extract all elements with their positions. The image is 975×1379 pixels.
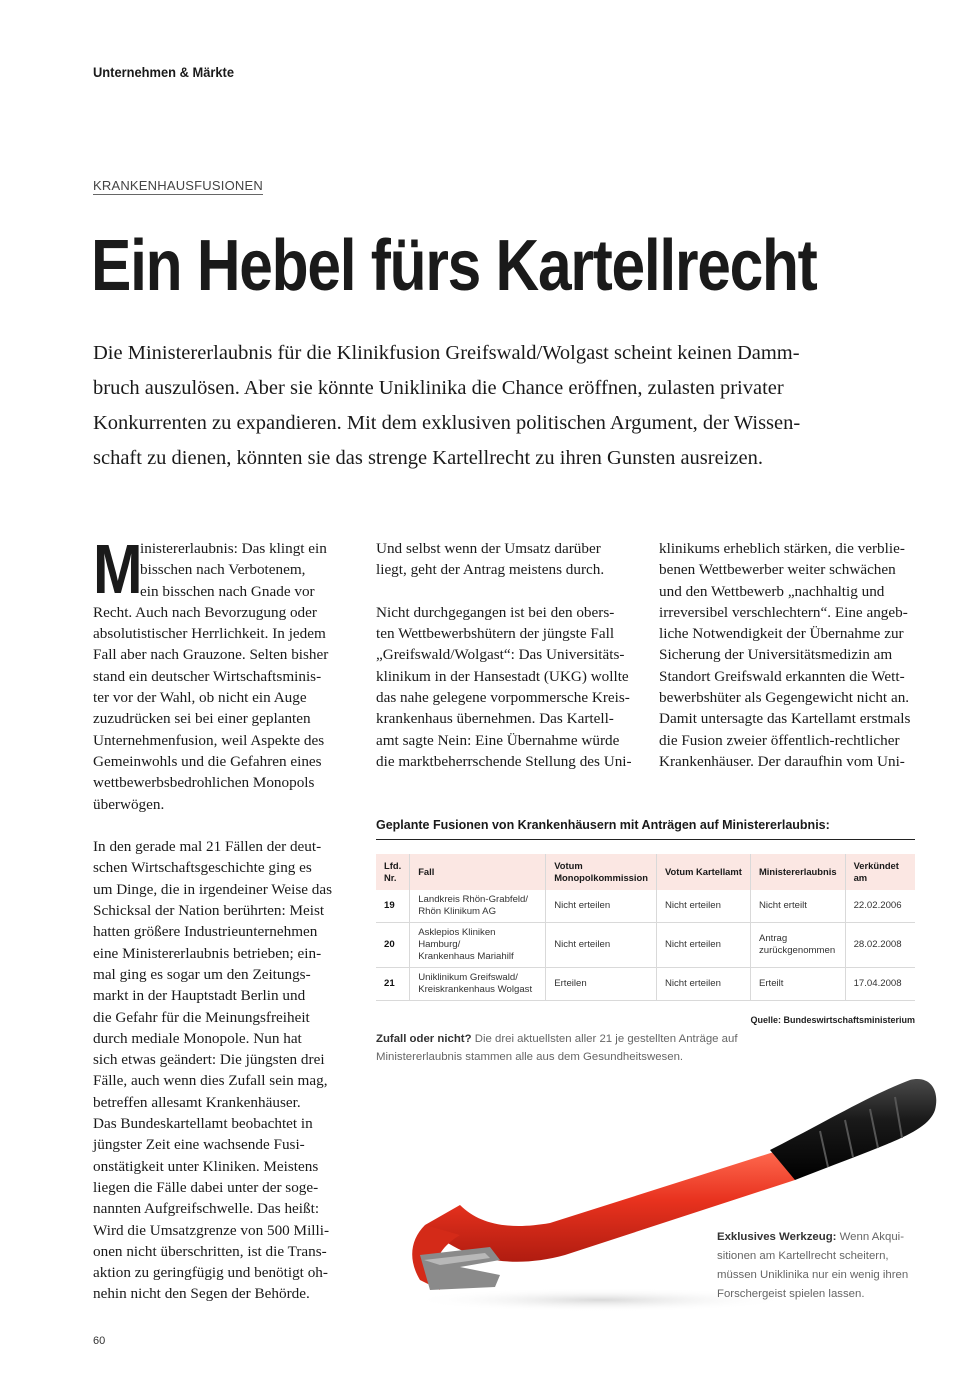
col-header-votum-monopolkommission: Votum Monopolkommission [546,854,657,890]
body-line: onstätigkeit unter Kliniken. Meistens [93,1157,319,1175]
col-header-nr: Lfd. Nr. [384,860,402,883]
caption-bold: Zufall oder nicht? [376,1033,472,1045]
body-line: die Fusion zweier öffentlich-rechtlicher [659,731,900,749]
lead-line: schaft zu dienen, könnten sie das strenge Kartellrecht zu ihren Gunsten ausreizen. [93,447,763,469]
table-row [376,923,915,968]
body-line: liche Notwendigkeit der Übernahme zur [659,625,904,643]
body-column-3 [659,538,919,772]
body-line: klinikums erheblich stärken, die verblie- [659,540,905,557]
body-line: ein bisschen nach Gnade vor [140,582,315,600]
body-line: bewerbshüter als Gegengewicht nicht an. [659,689,910,707]
body-line: nannten Aufgreifschwelle. Das heißt: [93,1200,320,1218]
body-line: Recht. Auch nach Bevorzugung oder [93,603,317,621]
cell-fall: Landkreis Rhön-Grabfeld/ Rhön Klinikum AG [410,890,546,923]
body-line: inistererlaubnis: Das klingt ein [140,540,327,557]
body-line: klinikum in der Hansestadt (UKG) wollte [376,667,629,685]
body-line: und den Wettbewerb „nachhaltig und [659,582,885,600]
lead-line: bruch auszulösen. Aber sie könnte Uniklinika die Chance eröffnen, zulasten privater [93,377,784,399]
caption-text: Die drei aktuellsten aller 21 je gestellten Anträge auf [471,1033,738,1045]
body-line: ten Wettbewerbshütern der jüngste Fall [376,625,615,643]
body-line: liegen die Fälle dabei unter der soge- [93,1178,319,1196]
body-line: wettbewerbsbedrohlichen Monopols [93,774,315,792]
cell-votum-mk: Nicht erteilen [546,923,657,968]
table-row [376,890,915,923]
body-line: jüngster Zeit eine wachsende Fusi- [93,1136,305,1154]
body-line: onen nicht überschritten, ist die Trans- [93,1242,327,1260]
body-column-1 [93,530,351,1305]
body-line: um Dinge, die in irgendeiner Weise das [93,880,333,898]
body-line: bisschen nach Verbotenem, [140,561,306,579]
cell-datum: 17.04.2008 [845,968,915,1001]
table-row [376,968,915,1001]
caption-text: Wenn Akqui- [836,1231,904,1243]
cell-nr: 21 [376,968,410,1001]
cell-fall: Uniklinikum Greifswald/ Kreiskrankenhaus Wolgast [410,968,546,1001]
lead-line: Die Ministererlaubnis für die Klinikfusion Greifswald/Wolgast scheint keinen Damm- [93,342,800,364]
body-line: durch mediale Monopole. Nun hat [93,1029,302,1047]
body-column-2 [376,538,634,772]
body-line: eine Ministererlaubnis betrieben; ein- [93,944,322,962]
body-line: Und selbst wenn der Umsatz darüber [376,540,601,557]
body-line: benen Wettbewerber weiter schwächen [659,561,896,579]
body-line: ter vor der Wahl, ob nicht ein Auge [93,689,307,707]
body-line: hatten größere Industrieunternehmen [93,923,318,941]
cell-erlaubnis: Antrag zurückgenommen [750,923,845,968]
cell-votum-mk: Erteilen [546,968,657,1001]
body-line: schen Wirtschaftsgeschichte ging es [93,859,312,877]
body-line: sich etwas geändert: Die jüngsten drei [93,1051,325,1069]
body-line: überwögen. [93,795,165,813]
body-line: das nahe gelegene vorpommersche Kreis- [376,689,630,707]
body-line: Fälle, auch wenn dies Zufall sein mag, [93,1072,328,1090]
body-line: irreversibel verschlechtern“. Eine angeb- [659,603,908,621]
lead-paragraph [93,336,893,476]
cell-datum: 22.02.2006 [845,890,915,923]
body-line: liegt, geht der Antrag meistens durch. [376,561,605,579]
cell-votum-ka: Nicht erteilen [656,968,750,1001]
headline: Ein Hebel fürs Kartellrecht [91,226,817,306]
fusion-table [376,854,915,1001]
caption-text: sitionen am Kartellrecht scheitern, [717,1250,889,1262]
body-line: Damit untersagte das Kartellamt erstmals [659,710,911,728]
body-line: Gemeinwohls und die Gefahren eines [93,752,322,770]
body-line: die Gefahr für die Meinungsfreiheit [93,1008,310,1026]
body-line: mal ging es sogar um den Zeitungs- [93,965,311,983]
body-line: die marktbeherrschende Stellung des Uni- [376,752,632,770]
body-line: Nicht durchgegangen ist bei den obers- [376,603,615,621]
kicker: KRANKENHAUSFUSIONEN [93,178,263,193]
col-header-verkuendet: Verkündet am [845,854,915,890]
table-header-row [376,854,915,890]
cell-nr: 19 [376,890,410,923]
fusion-table-box [376,818,915,1025]
body-line: Fall aber nach Grauzone. Selten bisher [93,646,329,664]
body-line: markt in der Hauptstadt Berlin und [93,987,306,1005]
col-header-votum-kartellamt: Votum Kartellamt [656,854,750,890]
body-line: absolutistischer Herrlichkeit. In jedem [93,625,326,643]
body-line: amt sagte Nein: Eine Übernahme würde [376,731,620,749]
cell-datum: 28.02.2008 [845,923,915,968]
col-header-fall: Fall [410,854,546,890]
caption-text: Forschergeist spielen lassen. [717,1288,865,1300]
body-line: nehin nicht den Segen der Behörde. [93,1285,310,1303]
body-line: Das Bundeskartellamt beobachtet in [93,1115,313,1133]
caption-text: müssen Uniklinika nur ein wenig ihren [717,1269,909,1281]
cell-erlaubnis: Erteilt [750,968,845,1001]
section-label: Unternehmen & Märkte [93,64,235,80]
body-line: Unternehmenfusion, weil Aspekte des [93,731,325,749]
cell-erlaubnis: Nicht erteilt [750,890,845,923]
cell-fall: Asklepios Kliniken Hamburg/ Krankenhaus Mariahilf [410,923,546,968]
body-line: In den gerade mal 21 Fällen der deut- [93,838,322,856]
table-source: Quelle: Bundeswirtschaftsministerium [750,1015,915,1025]
cell-nr: 20 [376,923,410,968]
caption-text: Ministererlaubnis stammen alle aus dem Gesundheitswesen. [376,1051,684,1063]
cell-votum-mk: Nicht erteilen [546,890,657,923]
photo-caption [717,1228,932,1304]
drop-cap: M [93,530,143,608]
body-line: betreffen allesamt Krankenhäuser. [93,1093,301,1111]
body-line: Wird die Umsatzgrenze von 500 Milli- [93,1221,329,1239]
caption-bold: Exklusives Werkzeug: [717,1231,837,1243]
cell-votum-ka: Nicht erteilen [656,890,750,923]
col-header-ministererlaubnis: Ministererlaubnis [750,854,845,890]
body-line: Standort Greifswald erkannten die Wett- [659,667,905,685]
body-line: aktion zu geringfügig und benötigt oh- [93,1264,328,1282]
body-line: krankenhaus übernehmen. Das Kartell- [376,710,614,728]
body-line: Sicherung der Universitätsmedizin am [659,646,893,664]
cell-votum-ka: Nicht erteilen [656,923,750,968]
body-line: „Greifswald/Wolgast“: Das Universitäts- [376,646,625,664]
body-line: Schicksal der Nation berührten: Meist [93,902,325,920]
body-line: stand ein deutscher Wirtschaftsminis- [93,667,322,685]
lead-line: Konkurrenten zu expandieren. Mit dem exklusiven politischen Argument, der Wissen- [93,412,801,434]
page-number: 60 [93,1335,106,1347]
body-line: zuzudrücken sei bei einer geplanten [93,710,311,728]
table-title: Geplante Fusionen von Krankenhäusern mit Anträgen auf Ministererlaubnis: [376,818,915,840]
body-line: Krankenhäuser. Der daraufhin vom Uni- [659,752,905,770]
